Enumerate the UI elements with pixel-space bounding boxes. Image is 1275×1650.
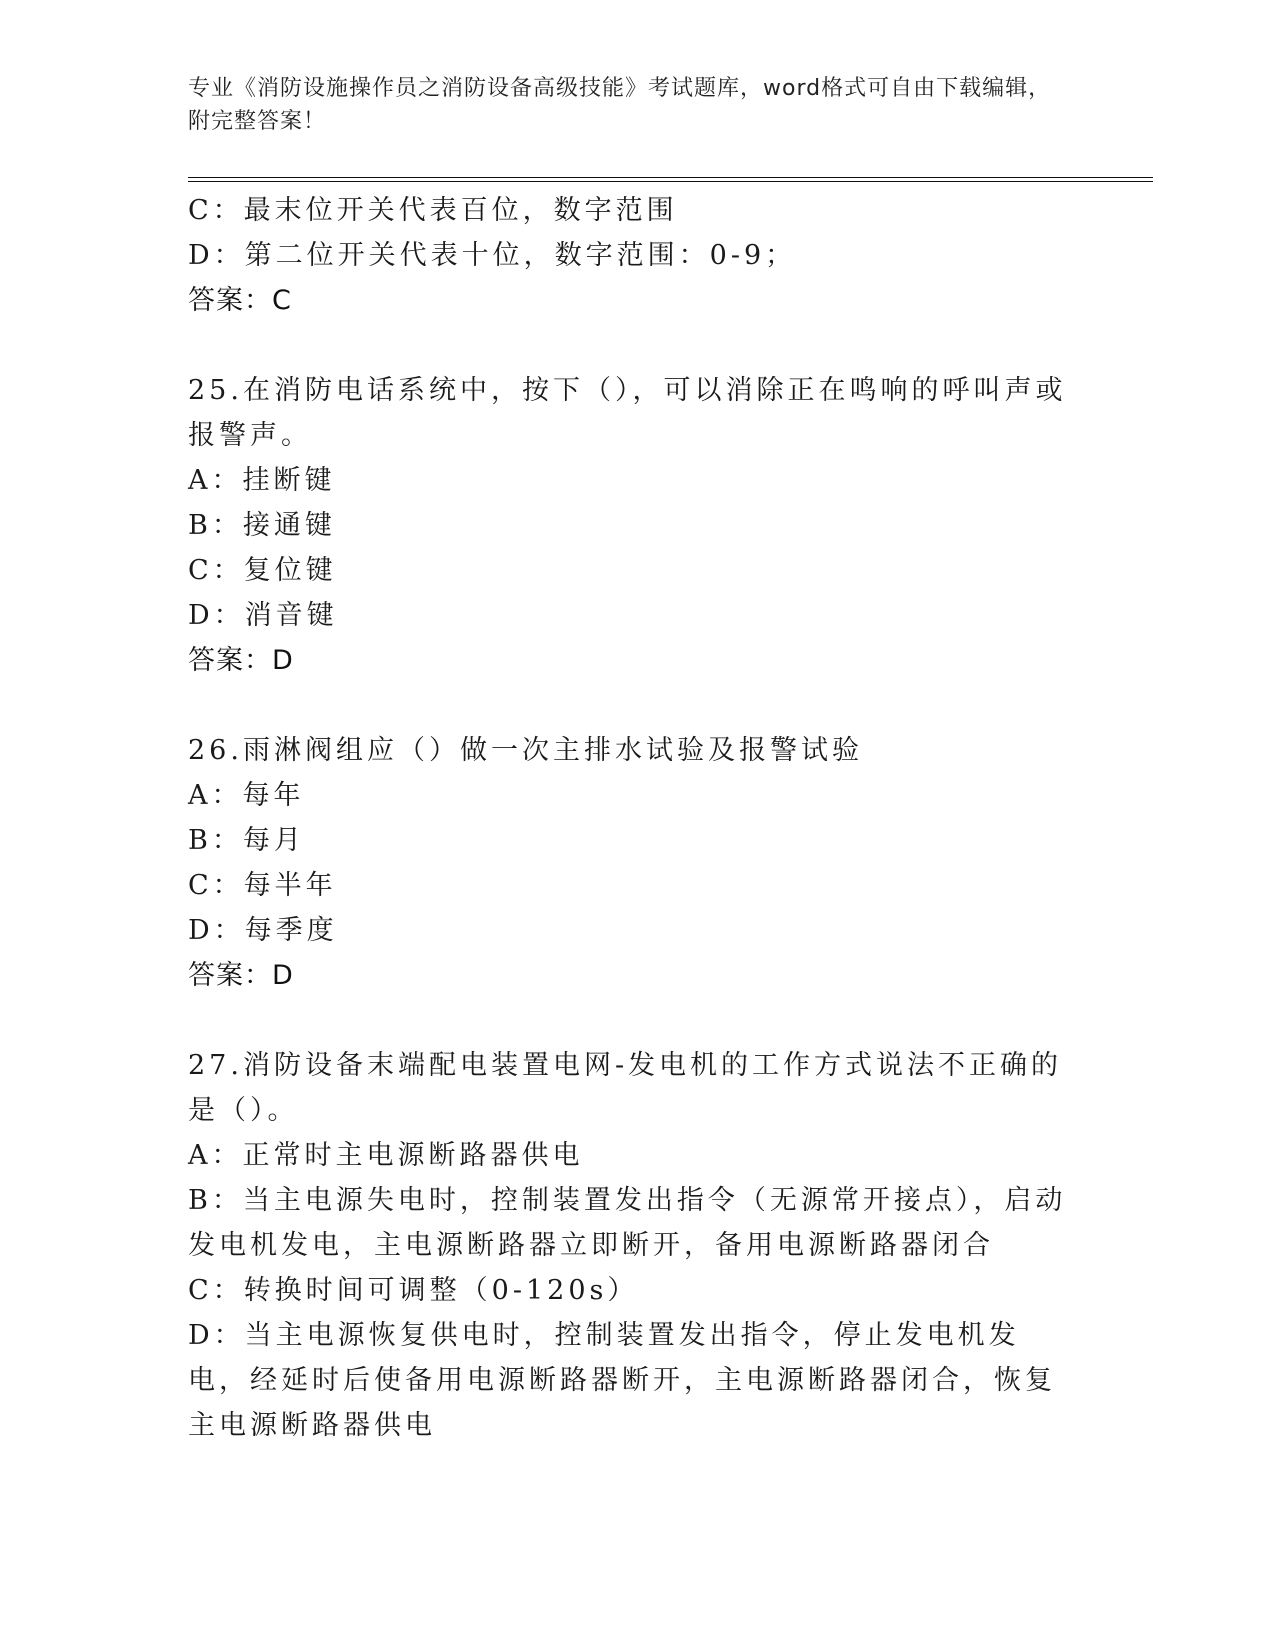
option-b: B：每月 <box>188 825 305 856</box>
answer: 答案：D <box>188 960 294 991</box>
option-d: D：当主电源恢复供电时，控制装置发出指令，停止发电机发电，经延时后使备用电源断路器断开，主电源断路器闭合，恢复主电源断路器供电 <box>188 1320 1056 1441</box>
question-26 <box>188 728 1078 999</box>
option-c: C：转换时间可调整（0-120s） <box>188 1275 639 1306</box>
answer: 答案：C <box>188 285 292 316</box>
question-text: 27.消防设备末端配电装置电网-发电机的工作方式说法不正确的是（）。 <box>188 1050 1063 1126</box>
option-b: B：当主电源失电时，控制装置发出指令（无源常开接点），启动发电机发电，主电源断路器立即断开，备用电源断路器闭合 <box>188 1185 1067 1261</box>
option-d: D：消音键 <box>188 600 338 631</box>
header-rule-top <box>188 177 1153 178</box>
option-a: A：正常时主电源断路器供电 <box>188 1140 584 1171</box>
option-d: D：第二位开关代表十位，数字范围：0-9； <box>188 240 797 271</box>
option-d: D：每季度 <box>188 915 338 946</box>
document-header: 专业《消防设施操作员之消防设备高级技能》考试题库，word格式可自由下载编辑，附完整答案！ <box>188 76 1052 134</box>
question-list <box>188 188 1078 1448</box>
question-25 <box>188 368 1078 684</box>
option-b: B：接通键 <box>188 510 336 541</box>
option-c: C：复位键 <box>188 555 337 586</box>
carryover-block <box>188 188 1078 324</box>
question-text: 26.雨淋阀组应（）做一次主排水试验及报警试验 <box>188 735 863 766</box>
option-a: A：挂断键 <box>188 465 336 496</box>
option-c: C：每半年 <box>188 870 337 901</box>
question-27 <box>188 1043 1078 1448</box>
header-rule-bottom <box>188 181 1153 182</box>
option-c: C：最末位开关代表百位，数字范围 <box>188 195 678 226</box>
question-text: 25.在消防电话系统中，按下（），可以消除正在鸣响的呼叫声或报警声。 <box>188 375 1067 451</box>
option-a: A：每年 <box>188 780 305 811</box>
answer: 答案：D <box>188 645 294 676</box>
